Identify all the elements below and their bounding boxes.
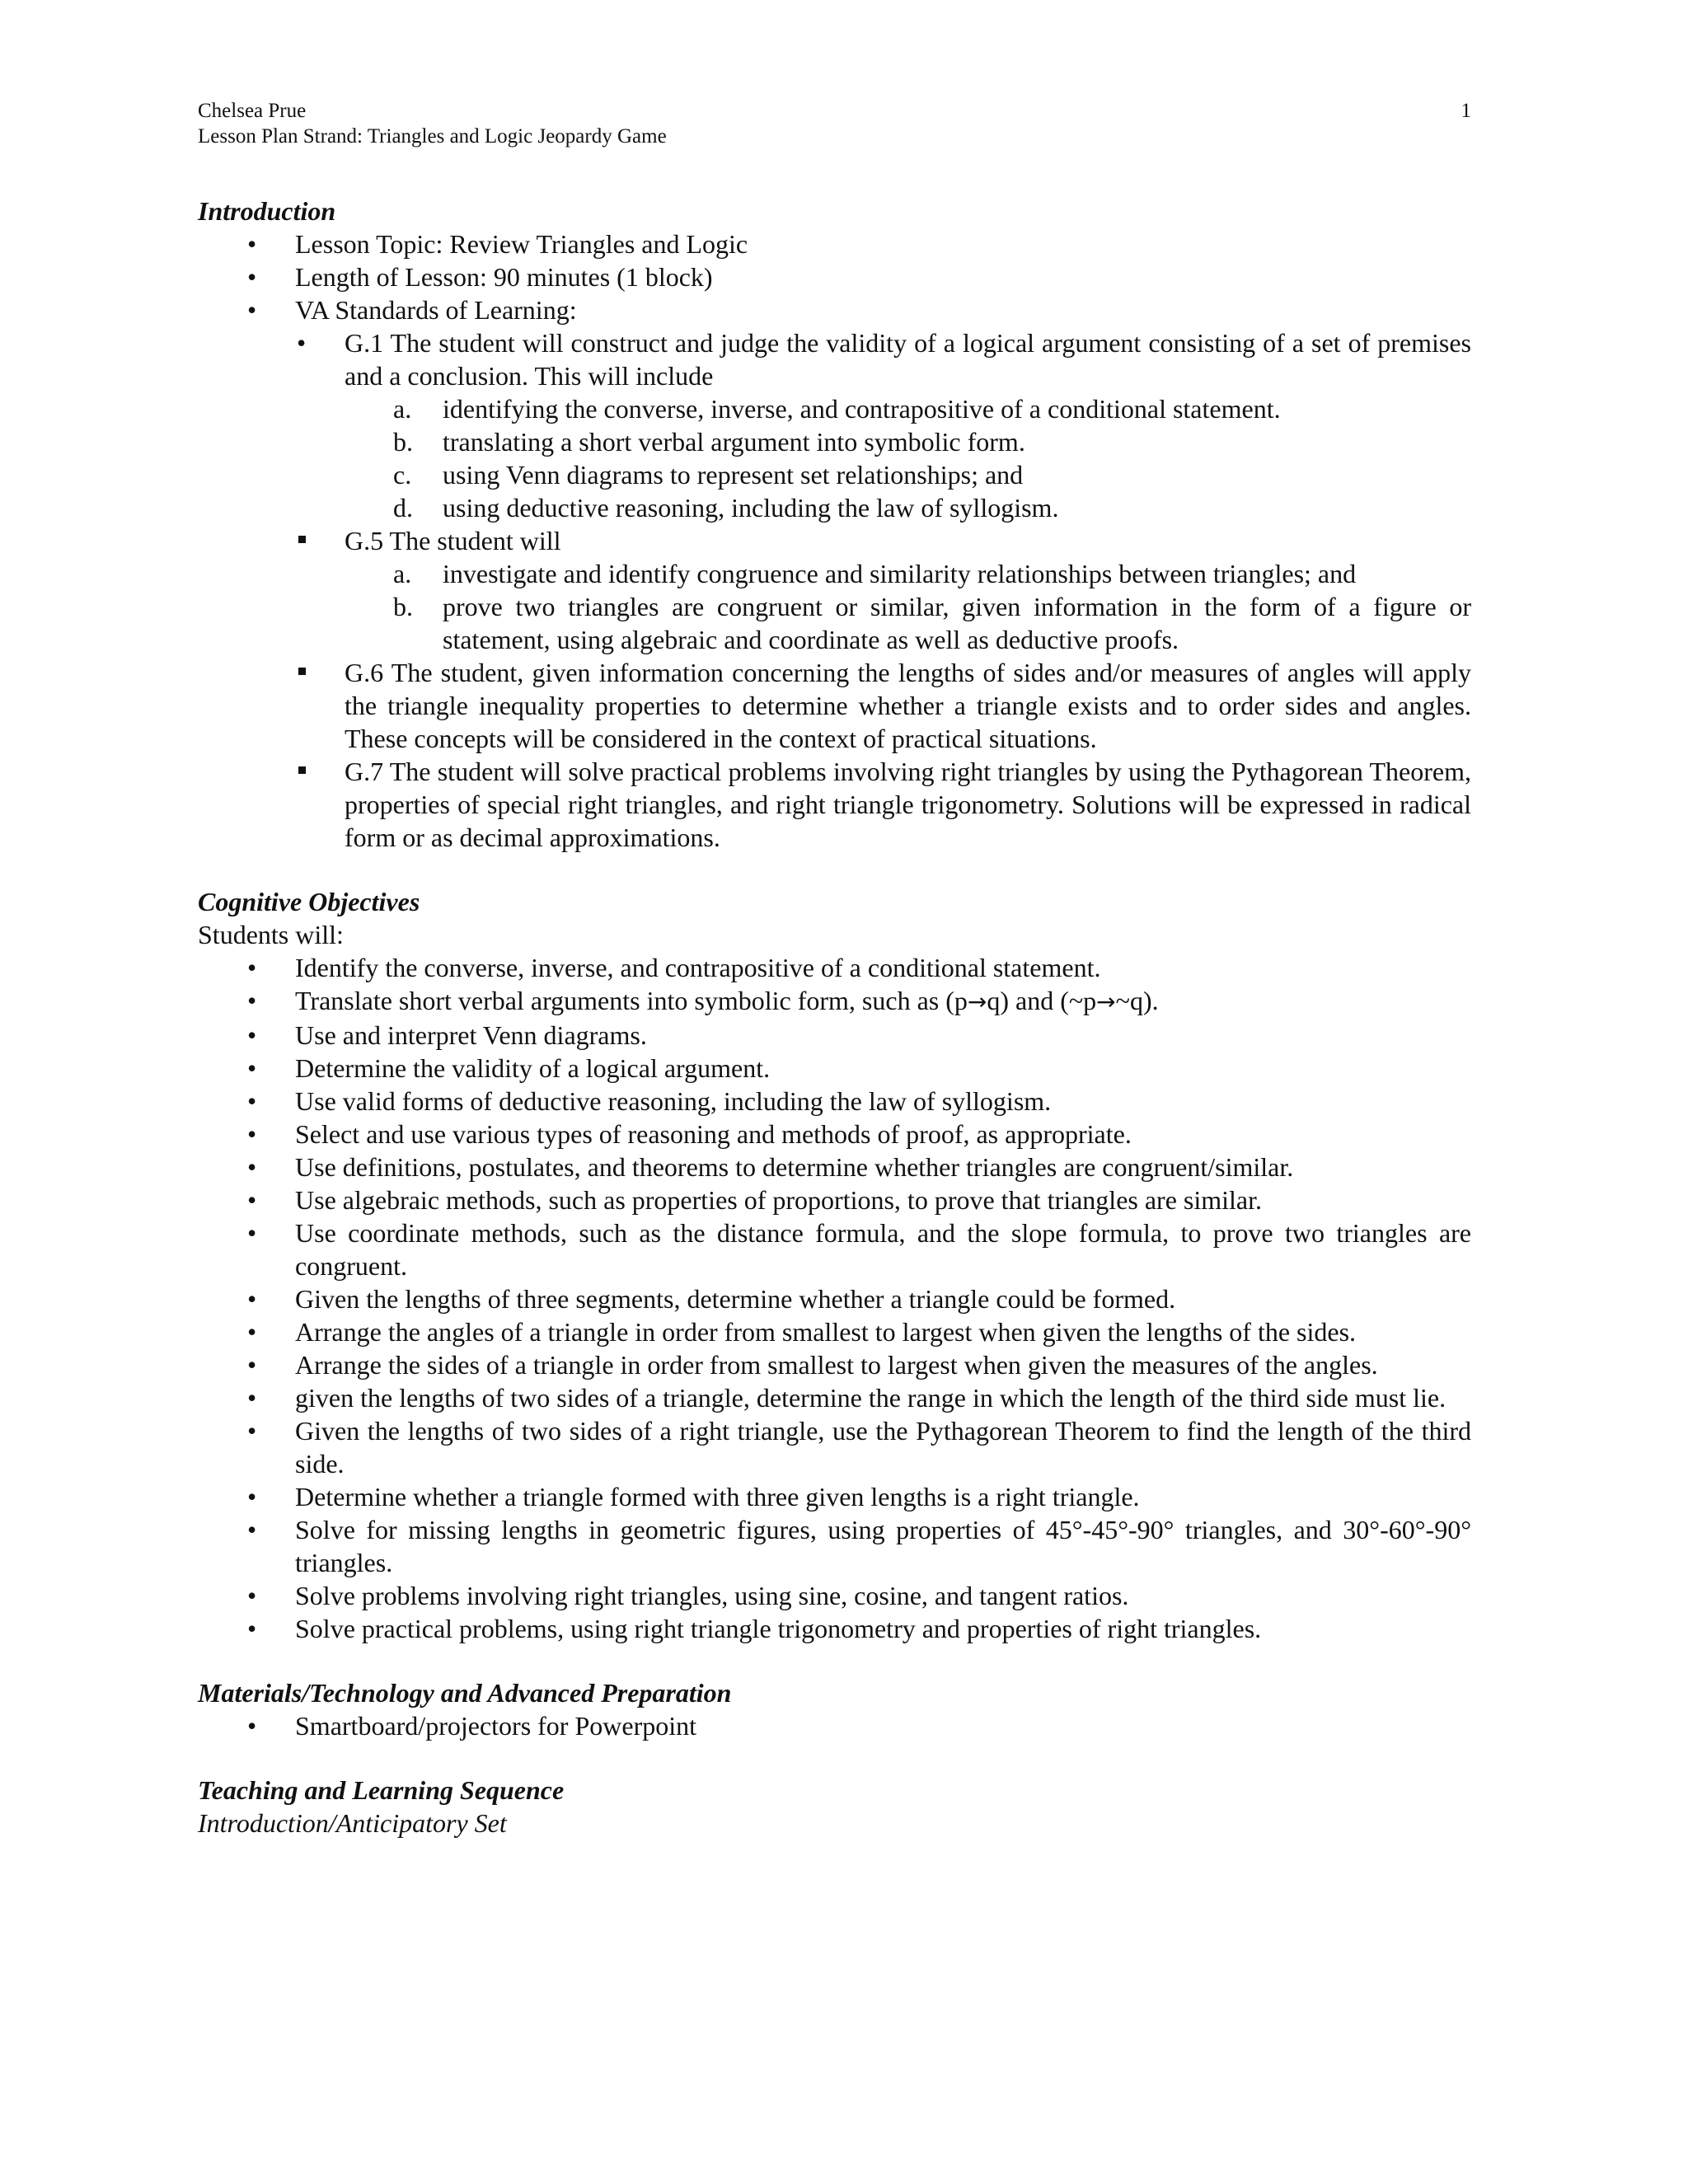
list-item	[198, 1216, 1471, 1282]
letter-marker: b.	[393, 592, 413, 621]
bullet-icon: •	[247, 1218, 257, 1248]
objective-text: Use valid forms of deductive reasoning, including the law of syllogism.	[295, 1086, 1052, 1116]
bullet-icon: •	[247, 229, 257, 259]
bullet-icon: •	[247, 1185, 257, 1215]
sub-item-text: investigate and identify congruence and similarity relationships between triangles; and	[443, 559, 1357, 588]
standard-g7-text: G.7 The student will solve practical problems involving right triangles by using the Pythagorean Theorem, properties of special right triangles, and right triangle trigonometry. Solutions will be expressed in radical form or as decimal approximations.	[345, 757, 1471, 852]
standard-g5-text: G.5 The student will	[345, 526, 561, 555]
list-item	[198, 951, 1471, 984]
bullet-icon: •	[247, 953, 257, 982]
bullet-icon: •	[247, 1383, 257, 1413]
right-arrow-icon: →	[1096, 988, 1116, 1015]
standards-list-continued	[198, 524, 1471, 557]
objective-text: Given the lengths of three segments, determine whether a triangle could be formed.	[295, 1284, 1176, 1314]
list-item	[198, 1513, 1471, 1579]
objective-text-part: ~q).	[1115, 986, 1159, 1015]
material-text: Smartboard/projectors for Powerpoint	[295, 1711, 696, 1741]
bullet-icon: •	[247, 1284, 257, 1314]
list-item	[198, 1151, 1471, 1183]
letter-marker: b.	[393, 427, 413, 457]
materials-heading: Materials/Technology and Advanced Preparation	[198, 1678, 732, 1708]
objective-text: Solve problems involving right triangles, using sine, cosine, and tangent ratios.	[295, 1581, 1129, 1610]
list-item	[198, 1709, 1471, 1742]
list-item	[198, 1315, 1471, 1348]
standard-g6	[198, 656, 1471, 755]
letter-marker: c.	[393, 460, 412, 490]
list-item	[198, 1183, 1471, 1216]
list-item	[198, 1019, 1471, 1052]
bullet-icon: •	[297, 328, 307, 358]
sub-item-text: translating a short verbal argument into symbolic form.	[443, 427, 1025, 457]
letter-marker: a.	[393, 394, 412, 424]
standard-g5	[198, 524, 1471, 557]
standard-g6-text: G.6 The student, given information concerning the lengths of sides and/or measures of angles will apply the triangle inequality properties to determine whether a triangle exists and to order sides and angles. These concepts will be considered in the context of practical situations.	[345, 658, 1471, 753]
lesson-topic: Lesson Topic: Review Triangles and Logic	[295, 229, 748, 259]
list-item	[198, 1348, 1471, 1381]
objective-text: Use definitions, postulates, and theorems to determine whether triangles are congruent/similar.	[295, 1152, 1294, 1182]
objective-text: Identify the converse, inverse, and contrapositive of a conditional statement.	[295, 953, 1101, 982]
list-item	[198, 293, 1471, 326]
list-item	[198, 1480, 1471, 1513]
cognitive-section	[198, 885, 1471, 1645]
bullet-icon: •	[247, 1711, 257, 1741]
list-item	[198, 1612, 1471, 1645]
cognitive-intro: Students will:	[198, 920, 344, 949]
document-body	[198, 194, 1471, 1871]
standards-list-final	[198, 656, 1471, 854]
objective-text: Arrange the sides of a triangle in order from smallest to largest when given the measures of the angles.	[295, 1350, 1378, 1380]
bullet-icon: •	[247, 1416, 257, 1446]
page-number: 1	[1461, 100, 1471, 122]
square-bullet-icon	[298, 668, 306, 675]
introduction-list	[198, 227, 1471, 326]
teaching-heading: Teaching and Learning Sequence	[198, 1775, 565, 1805]
standard-g5-sublist	[198, 557, 1471, 656]
list-item	[198, 1052, 1471, 1085]
objective-text: Use algebraic methods, such as properties of proportions, to prove that triangles are similar.	[295, 1185, 1263, 1215]
standard-g1-sublist	[198, 392, 1471, 524]
bullet-icon: •	[247, 986, 257, 1015]
objective-text: Determine the validity of a logical argument.	[295, 1053, 771, 1083]
introduction-section	[198, 194, 1471, 854]
list-item	[198, 1085, 1471, 1118]
standards-list	[198, 326, 1471, 392]
list-item	[198, 260, 1471, 293]
list-item	[198, 1381, 1471, 1414]
bullet-icon: •	[247, 1317, 257, 1347]
objective-text: Solve for missing lengths in geometric figures, using properties of 45°-45°-90° triangles, and 30°-60°-90° triangles.	[295, 1515, 1471, 1577]
cognitive-heading: Cognitive Objectives	[198, 887, 420, 916]
standard-g1	[198, 326, 1471, 392]
materials-list	[198, 1709, 1471, 1742]
cognitive-list	[198, 951, 1471, 1645]
objective-text: Determine whether a triangle formed with three given lengths is a right triangle.	[295, 1482, 1140, 1511]
letter-marker: d.	[393, 493, 413, 523]
sub-item-text: identifying the converse, inverse, and contrapositive of a conditional statement.	[443, 394, 1281, 424]
objective-text: Given the lengths of two sides of a right triangle, use the Pythagorean Theorem to find the length of the third side.	[295, 1416, 1471, 1479]
standard-g1-text: G.1 The student will construct and judge the validity of a logical argument consisting of a set of premises and a conclusion. This will include	[345, 328, 1471, 391]
page-header	[198, 98, 1471, 149]
sub-item-text: using Venn diagrams to represent set relationships; and	[443, 460, 1024, 490]
list-item	[198, 392, 1471, 425]
bullet-icon: •	[247, 1119, 257, 1149]
lesson-strand: Lesson Plan Strand: Triangles and Logic Jeopardy Game	[198, 125, 667, 148]
list-item	[198, 557, 1471, 590]
objective-text: Select and use various types of reasoning and methods of proof, as appropriate.	[295, 1119, 1132, 1149]
bullet-icon: •	[247, 1086, 257, 1116]
list-item	[198, 458, 1471, 491]
objective-text	[295, 986, 1159, 1015]
list-item	[198, 227, 1471, 260]
bullet-icon: •	[247, 295, 257, 325]
objective-text: Use coordinate methods, such as the distance formula, and the slope formula, to prove two triangles are congruent.	[295, 1218, 1471, 1281]
bullet-icon: •	[247, 1581, 257, 1610]
list-item	[198, 425, 1471, 458]
objective-text-part: Translate short verbal arguments into symbolic form, such as (p	[295, 986, 968, 1015]
standards-label: VA Standards of Learning:	[295, 295, 577, 325]
list-item	[198, 491, 1471, 524]
sub-item-text: using deductive reasoning, including the law of syllogism.	[443, 493, 1059, 523]
objective-text-part: q) and (~p	[987, 986, 1097, 1015]
lesson-length: Length of Lesson: 90 minutes (1 block)	[295, 262, 713, 292]
right-arrow-icon: →	[967, 988, 987, 1015]
bullet-icon: •	[247, 1053, 257, 1083]
letter-marker: a.	[393, 559, 412, 588]
bullet-icon: •	[247, 1152, 257, 1182]
square-bullet-icon	[298, 536, 306, 543]
list-item	[198, 590, 1471, 656]
square-bullet-icon	[298, 766, 306, 774]
objective-text: Use and interpret Venn diagrams.	[295, 1020, 647, 1050]
teaching-subheading: Introduction/Anticipatory Set	[198, 1808, 507, 1838]
sub-item-text: prove two triangles are congruent or similar, given information in the form of a figure or statement, using algebraic and coordinate as well as deductive proofs.	[443, 592, 1471, 654]
author-name: Chelsea Prue	[198, 100, 307, 122]
list-item	[198, 1414, 1471, 1480]
bullet-icon: •	[247, 1350, 257, 1380]
teaching-section	[198, 1774, 1471, 1840]
bullet-icon: •	[247, 1515, 257, 1544]
objective-text: Solve practical problems, using right triangle trigonometry and properties of right triangles.	[295, 1614, 1262, 1643]
list-item	[198, 1118, 1471, 1151]
bullet-icon: •	[247, 1482, 257, 1511]
bullet-icon: •	[247, 1020, 257, 1050]
objective-text: Arrange the angles of a triangle in order from smallest to largest when given the lengths of the sides.	[295, 1317, 1357, 1347]
standard-g7	[198, 755, 1471, 854]
bullet-icon: •	[247, 1614, 257, 1643]
materials-section	[198, 1676, 1471, 1742]
objective-text: given the lengths of two sides of a triangle, determine the range in which the length of the third side must lie.	[295, 1383, 1447, 1413]
bullet-icon: •	[247, 262, 257, 292]
list-item	[198, 1579, 1471, 1612]
list-item	[198, 1282, 1471, 1315]
list-item	[198, 984, 1471, 1019]
introduction-heading: Introduction	[198, 196, 336, 226]
